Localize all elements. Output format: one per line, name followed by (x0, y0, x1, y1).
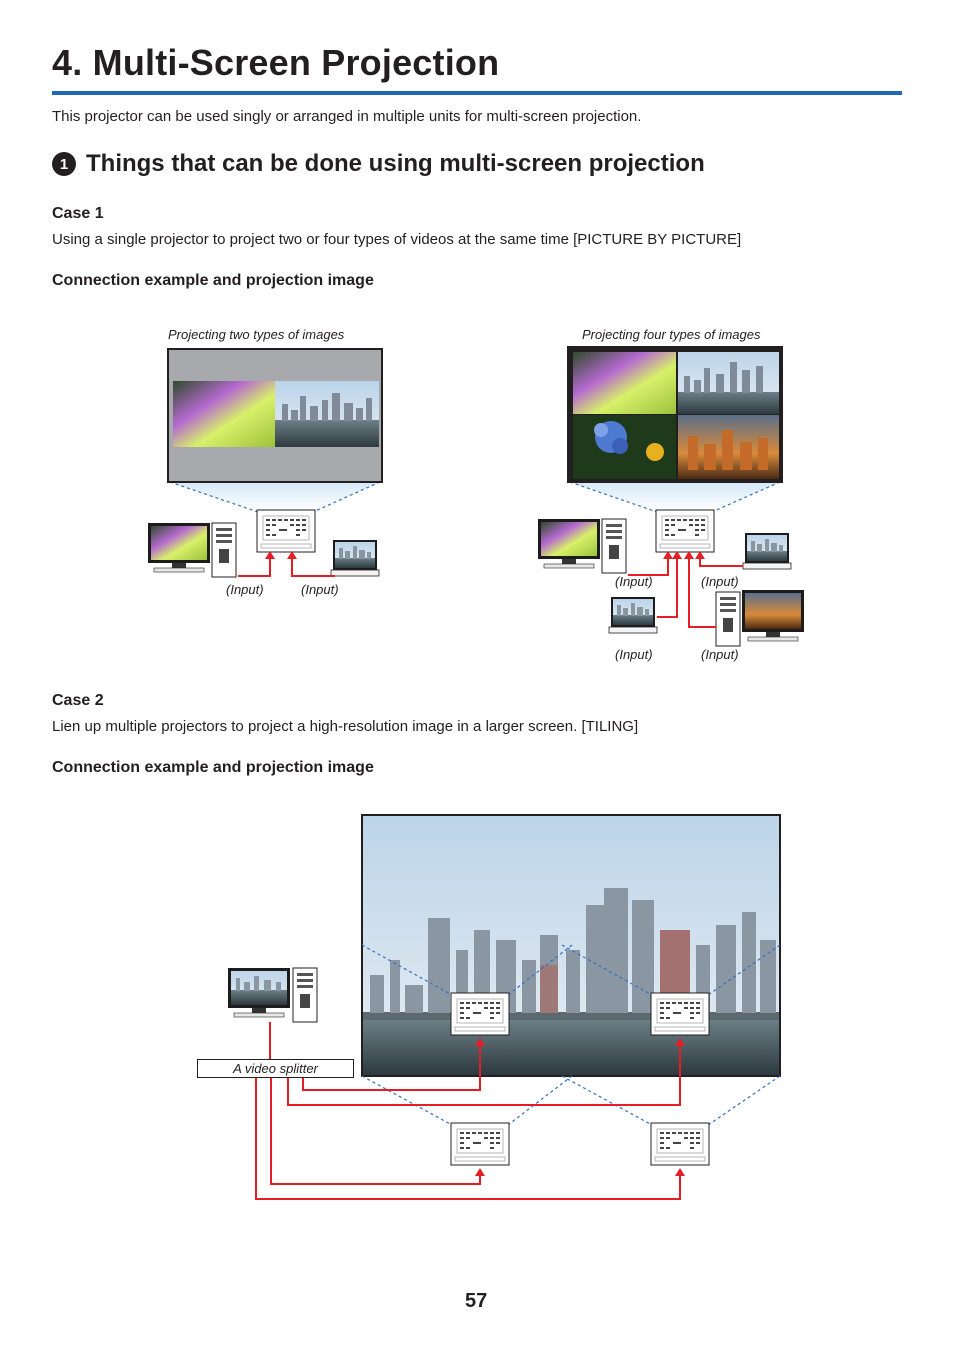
input-label: (Input) (615, 647, 653, 662)
input-label: (Input) (226, 582, 264, 597)
pbp-four-diagram (538, 347, 804, 646)
case2-connection-heading: Connection example and projection image (52, 759, 374, 776)
video-splitter-box: A video splitter (197, 1059, 354, 1078)
caption-two-images: Projecting two types of images (168, 327, 345, 342)
section-title: Things that can be done using multi-screen projection (86, 150, 705, 177)
input-label: (Input) (701, 647, 739, 662)
case2-description: Lien up multiple projectors to project a high-resolution image in a larger screen. [TILING] (52, 718, 639, 735)
caption-four-images: Projecting four types of images (582, 327, 761, 342)
input-label: (Input) (301, 582, 339, 597)
intro-text: This projector can be used singly or arranged in multiple units for multi-screen projection. (52, 108, 642, 125)
input-label: (Input) (615, 574, 653, 589)
case2-heading: Case 2 (52, 692, 104, 709)
page-title: 4. Multi-Screen Projection (52, 42, 500, 83)
case1-heading: Case 1 (52, 205, 104, 222)
input-label: (Input) (701, 574, 739, 589)
page-number: 57 (465, 1290, 488, 1312)
tiling-diagram (228, 815, 780, 1199)
pbp-two-diagram (148, 349, 382, 577)
case1-connection-heading: Connection example and projection image (52, 272, 374, 289)
section-number-badge: 1 (52, 152, 76, 176)
case1-description: Using a single projector to project two or four types of videos at the same time [PICTURE BY PICTURE] (52, 231, 742, 248)
